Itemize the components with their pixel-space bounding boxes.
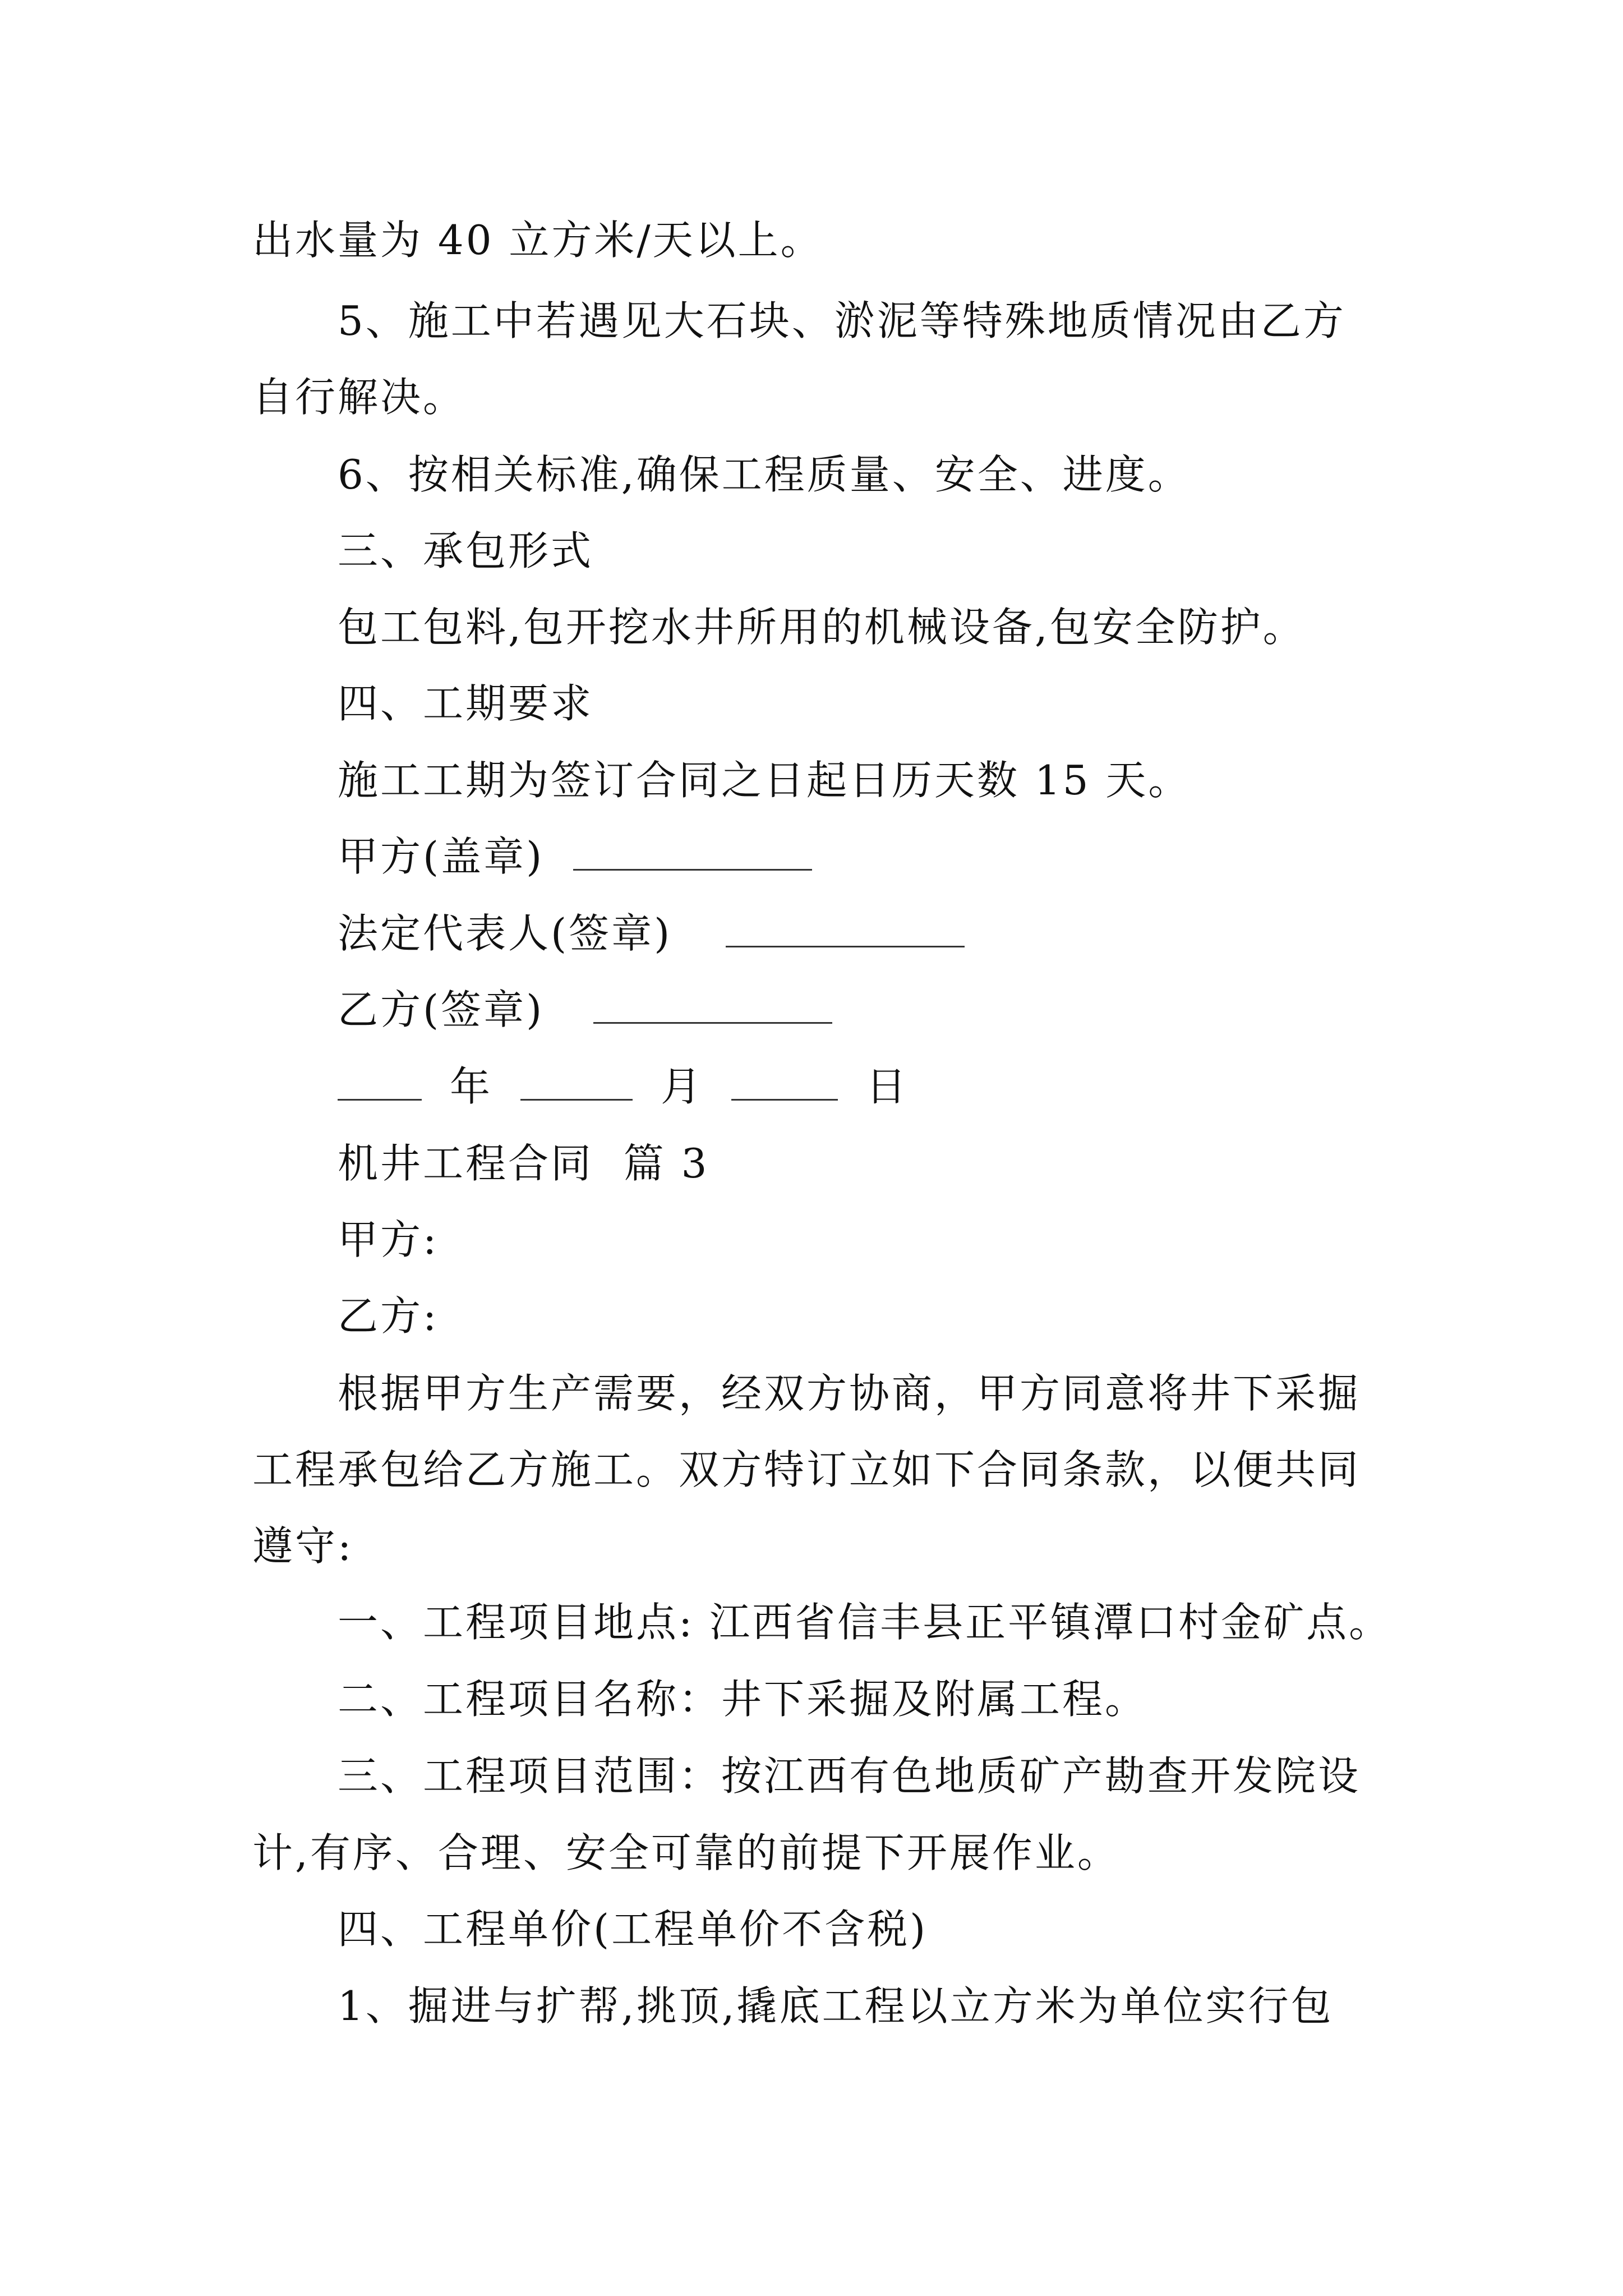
section-heading: 四、工程单价(工程单价不含税) — [338, 1906, 928, 1953]
paragraph-line: 包工包料,包开挖水井所用的机械设备,包安全防护。 — [338, 604, 1306, 651]
party-a-signature-row — [338, 829, 812, 885]
party-a-seal-label: 甲方(盖章) — [338, 833, 545, 880]
party-b-signature-label: 乙方(签章) — [338, 986, 545, 1033]
signature-blank — [593, 987, 832, 1024]
signature-blank — [573, 834, 812, 871]
paragraph-line: 根据甲方生产需要，经双方协商，甲方同意将井下采掘 — [338, 1370, 1361, 1417]
paragraph-line: 计,有序、合理、安全可靠的前提下开展作业。 — [252, 1829, 1120, 1876]
party-b-signature-row — [338, 982, 832, 1038]
year-label: 年 — [450, 1063, 493, 1110]
signature-blank — [726, 911, 965, 947]
paragraph-line: 施工工期为签订合同之日起日历天数 15 天。 — [338, 757, 1191, 804]
day-label: 日 — [866, 1063, 909, 1110]
legal-rep-signature-label: 法定代表人(签章) — [338, 910, 672, 957]
section-heading: 三、承包形式 — [338, 527, 594, 574]
year-blank — [338, 1064, 422, 1101]
paragraph-line: 二、工程项目名称：井下采掘及附属工程。 — [338, 1676, 1148, 1723]
month-blank — [520, 1064, 633, 1101]
paragraph-line: 1、掘进与扩帮,挑顶,撬底工程以立方米为单位实行包 — [338, 1982, 1334, 2030]
paragraph-line: 6、按相关标准,确保工程质量、安全、进度。 — [338, 451, 1191, 498]
paragraph-line: 出水量为 40 立方米/天以上。 — [252, 217, 823, 264]
paragraph-line: 遵守: — [252, 1522, 354, 1570]
section-title: 机井工程合同 篇 3 — [338, 1140, 709, 1187]
paragraph-line: 三、工程项目范围：按江西有色地质矿产勘查开发院设 — [338, 1752, 1361, 1800]
party-a-label: 甲方: — [338, 1216, 439, 1263]
party-b-label: 乙方: — [338, 1292, 439, 1340]
date-row — [338, 1059, 937, 1115]
paragraph-line: 一、工程项目地点: 江西省信丰县正平镇潭口村金矿点。 — [338, 1599, 1392, 1646]
paragraph-line: 自行解决。 — [252, 374, 466, 421]
month-label: 月 — [661, 1063, 704, 1110]
day-blank — [731, 1064, 838, 1101]
paragraph-line: 5、施工中若遇见大石块、淤泥等特殊地质情况由乙方 — [338, 297, 1346, 344]
legal-rep-signature-row — [338, 905, 965, 961]
section-heading: 四、工期要求 — [338, 680, 594, 727]
paragraph-line: 工程承包给乙方施工。双方特订立如下合同条款，以便共同 — [252, 1446, 1361, 1493]
